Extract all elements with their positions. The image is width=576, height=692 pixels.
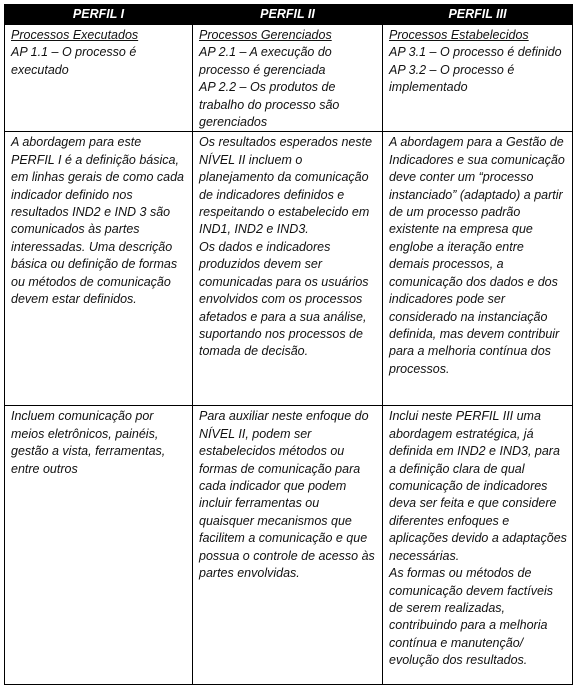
paragraph: Inclui neste PERFIL III uma abordagem estratégica, já definida em IND2 e IND3, para a definição clara de qual comunicação de indicadores deva ser feita e que considere diferentes enfoques e aplicações devido a adaptações necessárias. — [389, 409, 567, 563]
header-row — [5, 5, 573, 25]
paragraph: Os dados e indicadores produzidos devem ser comunicadas para os usuários envolvidos com os processos afetados e para a sua análise, suportando nos processos de tomada de decisão. — [199, 239, 369, 359]
process-title: Processos Estabelecidos — [389, 28, 529, 42]
header-perfil-3: PERFIL III — [383, 5, 573, 25]
header-perfil-2: PERFIL II — [193, 5, 383, 25]
cell-perfil-3-process — [383, 25, 573, 132]
cell-perfil-3-approach — [383, 132, 573, 406]
process-title: Processos Gerenciados — [199, 28, 332, 42]
approach-row — [5, 132, 573, 406]
cell-perfil-2-approach — [193, 132, 383, 406]
paragraph: Os resultados esperados neste NÍVEL II incluem o planejamento da comunicação de indicadores definidos e respeitando o estabelecido em IND1, IND2 e IND3. — [199, 135, 373, 237]
cell-perfil-2-process — [193, 25, 383, 132]
paragraph: A abordagem para a Gestão de Indicadores e sua comunicação deve conter um “processo instanciado” (adaptado) a partir de um processo padrão existente na empresa que englobe a iteração entre demais processos, a comunicação dos dados e dos indicadores pode ser considerado na instanciação definida, mas devem contribuir para a melhoria contínua dos processos. — [389, 135, 565, 376]
attribute-line: AP 3.1 – O processo é definido — [389, 45, 562, 60]
cell-perfil-2-methods — [193, 406, 383, 685]
cell-perfil-1-process — [5, 25, 193, 132]
attribute-line: AP 1.1 – O processo é executado — [11, 45, 137, 77]
paragraph: Incluem comunicação por meios eletrônicos, painéis, gestão a vista, ferramentas, entre outros — [11, 409, 166, 476]
attribute-line: AP 2.1 – A execução do processo é gerenciada — [199, 45, 332, 77]
paragraph: A abordagem para este PERFIL I é a definição básica, em linhas gerais de como cada indicador definido nos resultados IND2 e IND 3 são comunicados às partes interessadas. Uma descrição básica ou definição de formas ou métodos de comunicação devem estar definidos. — [11, 135, 185, 307]
header-perfil-1: PERFIL I — [5, 5, 193, 25]
methods-row — [5, 406, 573, 685]
cell-perfil-3-methods — [383, 406, 573, 685]
cell-perfil-1-approach — [5, 132, 193, 406]
paragraph: Para auxiliar neste enfoque do NÍVEL II, podem ser estabelecidos métodos ou formas de comunicação para cada indicador que podem incluir ferramentas ou quaisquer mecanismos que facilitem a comunicação e que possua o controle de acesso às partes envolvidas. — [199, 409, 375, 581]
process-title: Processos Executados — [11, 28, 139, 42]
process-row — [5, 25, 573, 132]
profile-table — [4, 4, 573, 685]
attribute-line: AP 3.2 – O processo é implementado — [389, 62, 515, 95]
cell-perfil-1-methods — [5, 406, 193, 685]
attribute-line: AP 2.2 – Os produtos de trabalho do processo são gerenciados — [199, 80, 340, 130]
paragraph: As formas ou métodos de comunicação devem factíveis de serem realizadas, contribuindo para a melhoria contínua e manutenção/ evolução dos resultados. — [389, 566, 553, 668]
